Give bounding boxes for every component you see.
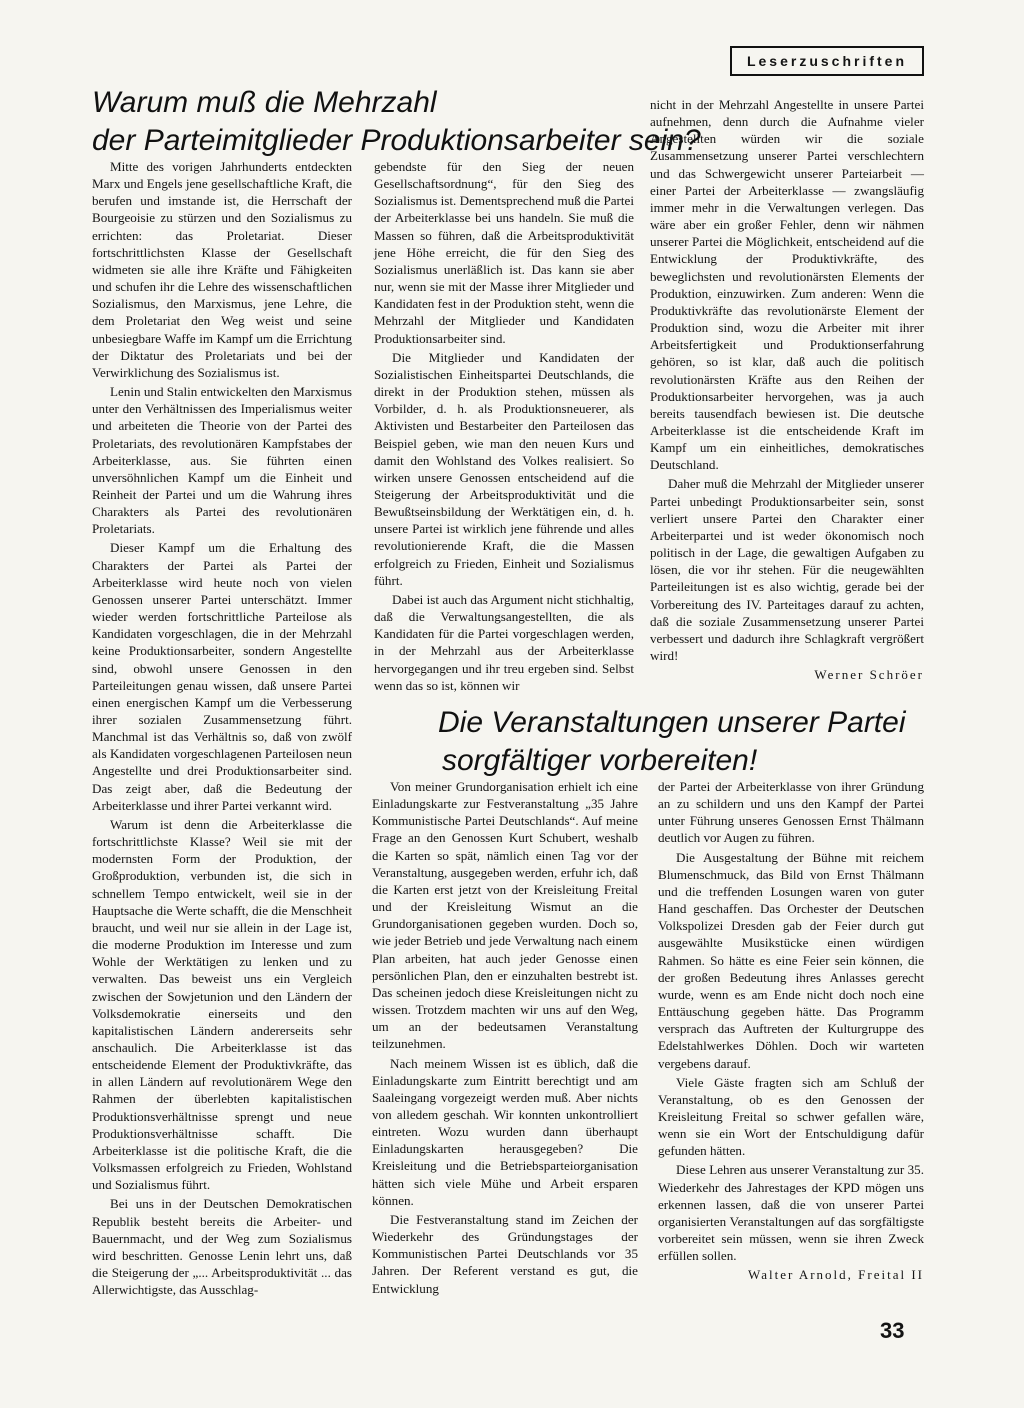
article2-column-1 (372, 778, 638, 1299)
paragraph: Nach meinem Wissen ist es üblich, daß die Einladungskarte zum Eintritt berechtigt und am Saaleingang vorgezeigt werden muß. Aber nichts von alledem geschah. Wir konnten unkontrolliert eintreten. Wozu wurden dann überhaupt Einladungskarten herausgegeben? Die Kreisleitung und die Betriebsparteiorganisation hätten sich viele Mühe und Arbeit ersparen können. (372, 1055, 638, 1208)
paragraph: Lenin und Stalin entwickelten den Marxismus unter den Verhältnissen des Imperialismus weiter und arbeiteten die Theorie von der Partei des Proletariats, des revolutionären Kampfstabes der Arbeiterklasse, aus. Sie führten einen unversöhnlichen Kampf um die Einheit und Reinheit der Partei und um die Wahrung ihres Charakters als Partei des revolutionären Proletariats. (92, 384, 352, 537)
paragraph: Die Festveranstaltung stand im Zeichen der Wiederkehr des Gründungstages der Kommunistischen Partei Deutschlands vor 35 Jahren. Der Referent verstand es gut, die Entwicklung (372, 1211, 638, 1296)
paragraph: gebendste für den Sieg der neuen Gesellschaftsordnung“, für den Sieg des Sozialismus ist. Dementsprechend muß die Partei der Arbeiterklasse bei uns handeln. Sie muß die Massen so führen, daß die Arbeitsproduktivität jene Höhe erreicht, die für den Sieg des Sozialismus unerläßlich ist. Das kann sie aber nur, wenn sie mit der Masse ihrer Mitglieder und Kandidaten fest in der Produktion steht, wenn die Mehrzahl der Mitglieder und Kandidaten Produktionsarbeiter sind. (374, 159, 634, 346)
article1-title-line2: der Parteimitglieder Produktionsarbeiter sein? (92, 124, 701, 157)
article1-column-1 (92, 158, 352, 1300)
section-label: Leserzuschriften (730, 46, 924, 76)
article1-column-2 (374, 158, 634, 696)
paragraph: Dabei ist auch das Argument nicht stichhaltig, daß die Verwaltungsangestellten, die als Kandidaten für die Partei vorgeschlagen werden, in der Mehrzahl aus der Arbeiterklasse hervorgegangen und ihr treu ergeben sind. Selbst wenn das so ist, können wir (374, 591, 634, 693)
paragraph: Mitte des vorigen Jahrhunderts entdeckten Marx und Engels jene gesellschaftliche Kraft, die berufen und imstande ist, die Herrschaft der Bourgeoisie zu stürzen und den Sozialismus zu errichten: das Proletariat. Dieser fortschrittlichsten Klasse der Gesellschaft widmeten sie alle ihre Kräfte und Fähigkeiten und schufen ihr die Lehre des wissenschaftlichen Sozialismus, den Marxismus, jene Lehre, die dem Proletariat den Weg weist und seine unbesiegbare Waffe im Kampf um die Errichtung der Diktatur des Proletariats und bei der Verwirklichung des Sozialismus ist. (92, 159, 352, 380)
paragraph: Bei uns in der Deutschen Demokratischen Republik besteht bereits die Arbeiter- und Bauernmacht, und der Weg zum Sozialismus wird beschritten. Genosse Lenin lehrt uns, daß die Steigerung der „... Arbeitsproduktivität ... das Allerwichtigste, das Ausschlag- (92, 1196, 352, 1298)
paragraph: Die Mitglieder und Kandidaten der Sozialistischen Einheitspartei Deutschlands, die direkt in der Produktion stehen, müssen als Vorbilder, d. h. als Produktionsneuerer, als Aktivisten und Bestarbeiter den Parteilosen das Beispiel geben, wie man den neuen Kurs und damit den Wohlstand des Volkes realisiert. So wirken unsere Genossen entscheidend auf die Steigerung der Arbeitsproduktivität und die Bewußtseinsbildung der Werktätigen ein, d. h. unsere Partei ist wirklich jene führende und alles revolutionierende Kraft, die die Massen erfolgreich zu Frieden, Einheit und Sozialismus führt. (374, 349, 634, 588)
page-number: 33 (880, 1318, 905, 1343)
paragraph: Dieser Kampf um die Erhaltung des Charakters der Partei als Partei der Arbeiterklasse wird heute noch von vielen Genossen unserer Partei unterschätzt. Immer wieder werden fortschrittliche Parteilose als Kandidaten vorgeschlagen, die in der Mehrzahl keine Produktionsarbeiter, sondern Angestellte sind, obwohl unsere Genossen in den Parteileitungen genau wissen, daß unsere Partei einen energischen Kampf um die Verbesserung ihrer sozialen Zusammensetzung führt. Manchmal ist das Verhältnis so, daß von zwölf als Kandidaten vorgeschlagenen Parteilosen neun Angestellte und drei Produktionsarbeiter sind. Das zeigt aber, daß die Bedeutung der Arbeiterklasse und ihrer Partei verkannt wird. (92, 540, 352, 813)
article2-headline (438, 704, 906, 780)
paragraph: Diese Lehren aus unserer Veranstaltung zur 35. Wiederkehr des Jahrestages der KPD mögen uns erkennen lassen, daß die von unserer Partei organisierten Veranstaltungen auf das sorgfältigste vorbereitet sein müssen, wenn sie ihren Zweck erfüllen sollen. (658, 1162, 924, 1264)
paragraph: Viele Gäste fragten sich am Schluß der Veranstaltung, ob es den Genossen der Kreisleitung Freital so schwer gefallen wäre, wenn sie ein Wort der Entschuldigung dafür gefunden hätten. (658, 1074, 924, 1159)
article2-title-line2: sorgfältiger vorbereiten! (442, 744, 758, 777)
paragraph: Daher muß die Mehrzahl der Mitglieder unserer Partei unbedingt Produktionsarbeiter sein, sonst verliert unsere Partei den Charakter einer Arbeiterpartei und ist weder ökonomisch noch politisch in der Lage, die gewaltigen Aufgaben zu lösen, die vor ihr stehen. Für die neugewählten Parteileitungen ist es also wichtig, gerade bei der Vorbereitung des IV. Parteitages darauf zu achten, daß die soziale Zusammensetzung unserer Partei verbessert und dadurch ihre Schlagkraft vergrößert wird! (650, 476, 924, 663)
article2-title-line1: Die Veranstaltungen unserer Partei (438, 706, 906, 739)
article1-signature: Werner Schröer (814, 667, 924, 683)
paragraph: Die Ausgestaltung der Bühne mit reichem Blumenschmuck, das Bild von Ernst Thälmann und die treffenden Losungen waren von guter Hand geschaffen. Das Orchester der Deutschen Volkspolizei Dresden gab der Feier durch gut ausgewählte Musikstücke einen würdigen Rahmen. So hätte es eine Feier sein können, die der großen Bedeutung ihres Anlasses gerecht wurde, wenn es am Ende nicht doch noch eine Enttäuschung gegeben hätte. Das Programm versprach das Auftreten der Kulturgruppe des Edelstahlwerkes Döhlen. Doch wir warteten vergebens darauf. (658, 849, 924, 1071)
article2-signature: Walter Arnold, Freital II (747, 1267, 924, 1283)
article2-column-2 (658, 778, 924, 1284)
paragraph: Warum ist denn die Arbeiterklasse die fortschrittlichste Klasse? Weil sie mit der modernsten Form der Produktion, der Großproduktion, verbunden ist, die sich in schnellem Tempo entwickelt, weil sie in der Hauptsache die Werte schafft, die die Menschheit braucht, und weil nur sie allein in der Lage ist, die moderne Produktion im Interesse und zum Wohle der Werktätigen zu lenken und zu verwalten. Das beweist uns ein Vergleich zwischen der Sowjetunion und den Ländern der Volksdemokratie einerseits und den kapitalistischen Ländern andererseits sehr anschaulich. Die Arbeiterklasse ist das entscheidende Element der Produktivkräfte, das in allen Ländern auf revolutionärem Wege den Rahmen der überlebten kapitalistischen Produktionsverhältnisse sprengt und neue Produktionsverhältnisse schafft. Die Arbeiterklasse ist die politische Kraft, die die Volksmassen erfolgreich zu Frieden, Wohlstand und Sozialismus führt. (92, 816, 352, 1193)
article1-headline (92, 84, 701, 160)
article1-column-3 (650, 96, 924, 683)
paragraph: Von meiner Grundorganisation erhielt ich eine Einladungskarte zur Festveranstaltung „35 Jahre Kommunistische Partei Deutschlands“. Auf meine Frage an den Genossen Kurt Schubert, weshalb die Karten so spät, nämlich einen Tag vor der Veranstaltung, ausgegeben werden, erfuhr ich, daß die Karten erst jetzt von der Kreisleitung Freital und der Kreisleitung Wismut an die Grundorganisationen gegeben wurden. Doch so, wie jeder Betrieb und jede Verwaltung nach einem Plan arbeiten, hat auch jeder Genosse einen persönlichen Plan, den er einzuhalten bestrebt ist. Das scheinen jedoch diese Kreisleitungen nicht zu wissen. Trotzdem machten wir uns auf den Weg, um an der bedeutsamen Veranstaltung teilzunehmen. (372, 779, 638, 1052)
paragraph: nicht in der Mehrzahl Angestellte in unsere Partei aufnehmen, denn durch die Aufnahme vieler Angestellten würden wir die soziale Zusammensetzung unserer Partei verschlechtern und das Schwergewicht unserer Parteiarbeit — einer Partei der Arbeiterklasse — zwangsläufig immer mehr in die Verwaltungen verlegen. Das wäre aber ein großer Fehler, denn wir nähmen unserer Partei die Möglichkeit, entscheidend auf die Entwicklung der Produktivkräfte, des beweglichsten und revolutionärsten Elements der Produktion, einzuwirken. Zum anderen: Wenn die Produktivkräfte das revolutionärste Element der Produktion sind, wozu die Arbeiter mit ihrer Arbeitsfertigkeit und Produktionserfahrung gehören, so ist klar, daß auch die politisch revolutionärsten Kräfte aus den Reihen der Produktionsarbeiter hervorgehen, was ja auch bereits tausendfach bewiesen ist. Die deutsche Arbeiterklasse ist die entscheidende Kraft im Kampf um ein einheitliches, demokratisches Deutschland. (650, 97, 924, 473)
paragraph: der Partei der Arbeiterklasse von ihrer Gründung an zu schildern und uns den Kampf der Partei unter Führung unseres Genossen Ernst Thälmann deutlich vor Augen zu führen. (658, 779, 924, 846)
article1-title-line1: Warum muß die Mehrzahl (92, 86, 437, 119)
